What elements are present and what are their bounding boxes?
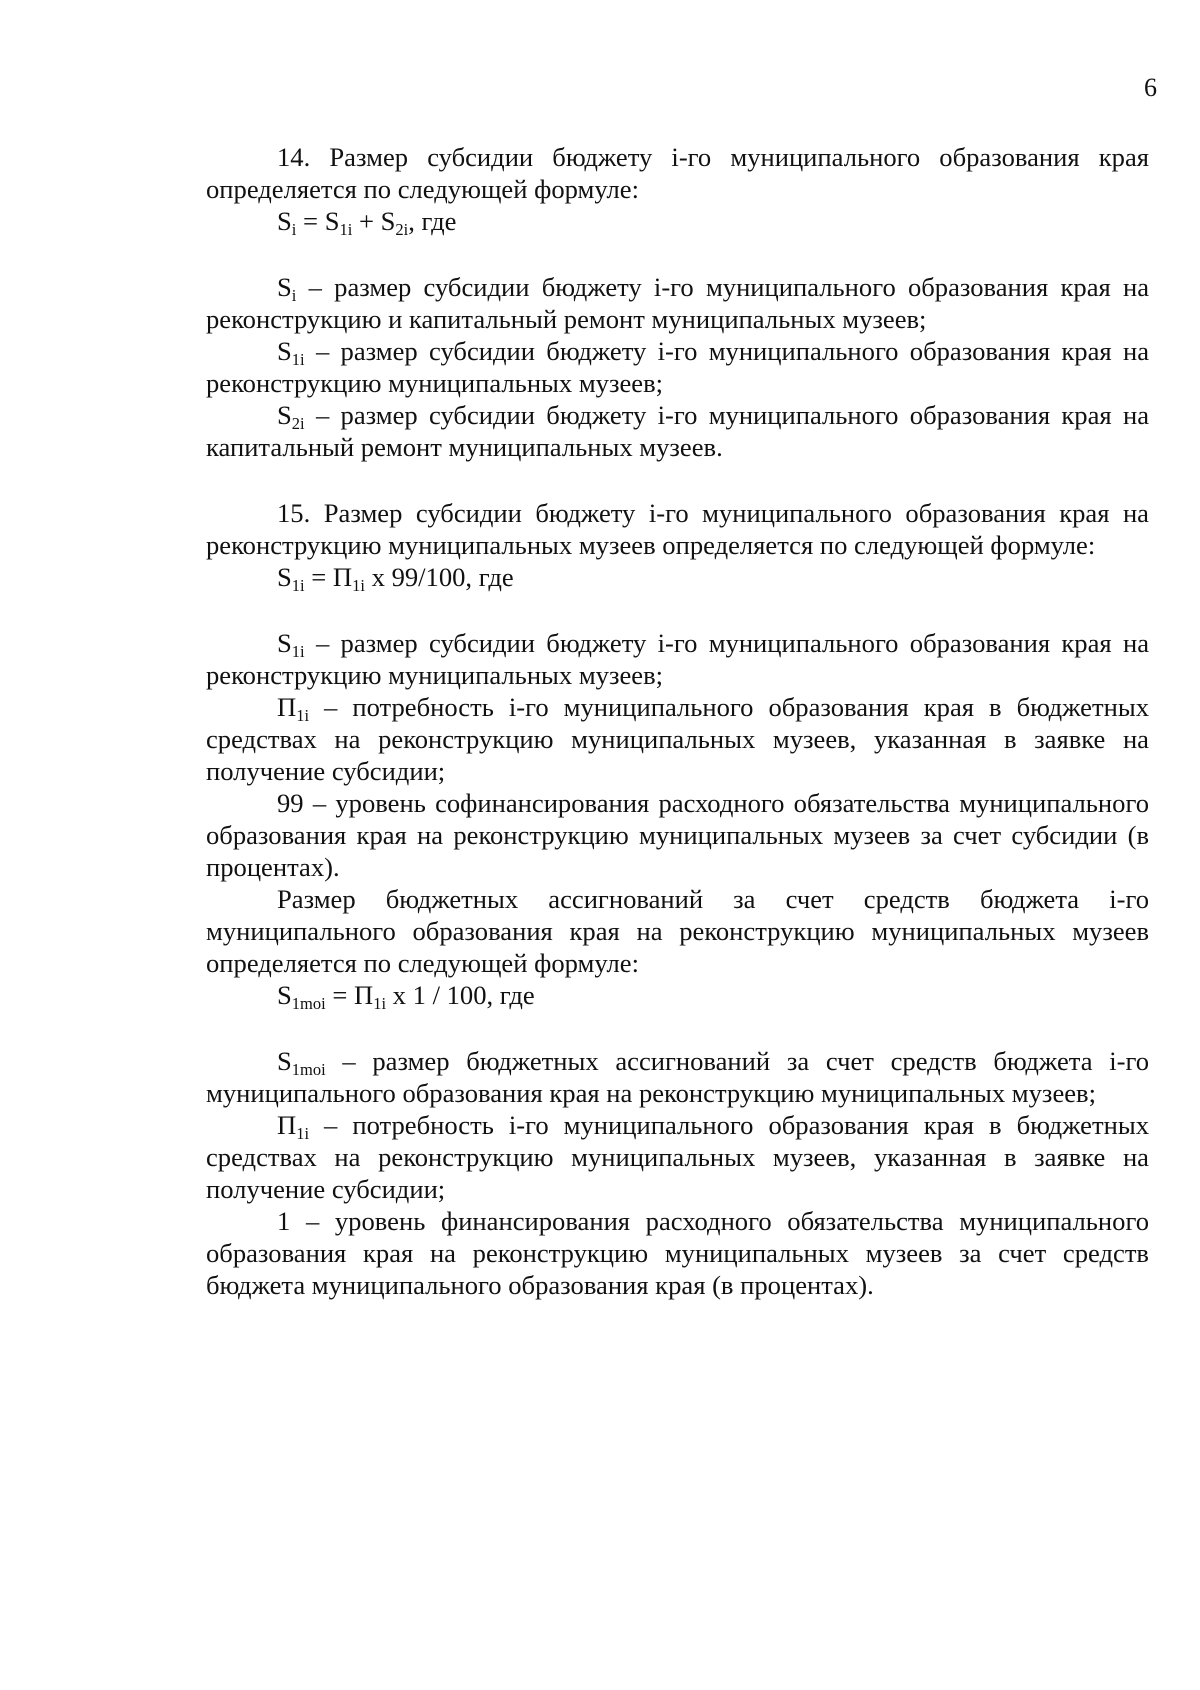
definition-symbol	[277, 628, 305, 661]
symbol-letter: 1	[277, 1206, 291, 1236]
formula-symbol: S	[324, 206, 340, 236]
definition-text: – потребность i-го муниципального образования края в бюджетных средствах на реконструкцию муниципальных музеев, указанная в заявке на получение субсидии;	[206, 692, 1149, 786]
formula-operator: =	[296, 206, 325, 236]
definition	[206, 335, 1149, 399]
definition-symbol	[277, 1206, 290, 1236]
formula-symbol: S	[277, 980, 292, 1010]
definition	[206, 399, 1149, 463]
definition	[206, 787, 1149, 883]
page-number: 6	[1144, 73, 1157, 102]
symbol-subscript: 2i	[291, 413, 305, 433]
formula-operator: =	[325, 980, 354, 1010]
budget-allocation-intro: Размер бюджетных ассигнований за счет средств бюджета i-го муниципального образования края на реконструкцию муниципальных музеев определяется по следующей формуле:	[206, 884, 1149, 978]
symbol-letter: П	[277, 692, 297, 722]
definition-text: – размер бюджетных ассигнований за счет средств бюджета i-го муниципального образования края на реконструкцию муниципальных музеев;	[206, 1046, 1149, 1108]
symbol-letter: 99	[277, 788, 304, 818]
definition-text: – уровень финансирования расходного обязательства муниципального образования края на реконструкцию муниципальных музеев за счет средств бюджета муниципального образования края (в процентах).	[206, 1206, 1149, 1300]
formula-symbol: П	[332, 562, 353, 592]
formula-tail: , где	[408, 206, 457, 236]
definition-symbol	[277, 692, 310, 725]
symbol-letter: S	[277, 336, 292, 366]
definition-text: – уровень софинансирования расходного обязательства муниципального образования края на реконструкцию муниципальных музеев за счет субсидии (в процентах).	[206, 788, 1149, 882]
section-14-intro: 14. Размер субсидии бюджету i-го муниципального образования края определяется по следующей формуле:	[206, 142, 1149, 204]
definition	[206, 691, 1149, 787]
symbol-letter: П	[277, 1110, 297, 1140]
formula-subscript: 2i	[395, 219, 409, 239]
formula-subscript: 1i	[352, 575, 365, 595]
definition-text: – потребность i-го муниципального образования края в бюджетных средствах на реконструкцию муниципальных музеев, указанная в заявке на получение субсидии;	[206, 1110, 1149, 1204]
definition	[206, 1045, 1149, 1109]
symbol-letter: S	[277, 400, 292, 430]
symbol-subscript: 1i	[296, 1123, 310, 1143]
formula-subscript: 1moi	[291, 993, 326, 1013]
definition-symbol	[277, 788, 304, 818]
formula-tail: x 99/100, где	[364, 562, 514, 592]
definition-text: – размер субсидии бюджету i-го муниципального образования края на реконструкцию и капитальный ремонт муниципальных музеев;	[206, 272, 1149, 334]
symbol-subscript: 1i	[291, 641, 305, 661]
formula-symbol: П	[353, 980, 374, 1010]
definition	[206, 1205, 1149, 1301]
definition-text: – размер субсидии бюджету i-го муниципального образования края на капитальный ремонт муниципальных музеев.	[206, 400, 1149, 462]
formula-symbol: S	[277, 206, 292, 236]
formula-s-i	[206, 205, 1149, 237]
definition-symbol	[277, 336, 305, 369]
definition	[206, 271, 1149, 335]
formula-subscript: 1i	[373, 993, 387, 1013]
symbol-letter: S	[277, 272, 292, 302]
definition-symbol	[277, 272, 297, 305]
formula-operator: +	[352, 206, 381, 236]
definition-text: – размер субсидии бюджету i-го муниципального образования края на реконструкцию муниципальных музеев;	[206, 336, 1149, 398]
definition	[206, 1109, 1149, 1205]
formula-symbol: S	[277, 562, 292, 592]
formula-symbol: S	[380, 206, 396, 236]
definition	[206, 627, 1149, 691]
document-body	[206, 141, 1149, 1301]
formula-operator: =	[304, 562, 333, 592]
definition-text: – размер субсидии бюджету i-го муниципального образования края на реконструкцию муниципальных музеев;	[206, 628, 1149, 690]
formula-subscript: 1i	[339, 219, 353, 239]
symbol-letter: S	[277, 628, 292, 658]
definition-symbol	[277, 1110, 310, 1143]
definition-symbol	[277, 400, 305, 433]
symbol-subscript: 1moi	[291, 1059, 326, 1079]
symbol-subscript: 1i	[291, 349, 305, 369]
section-15-intro: 15. Размер субсидии бюджету i-го муниципального образования края на реконструкцию муниципальных музеев определяется по следующей формуле:	[206, 498, 1149, 560]
symbol-subscript: i	[291, 285, 297, 305]
formula-subscript: i	[291, 219, 297, 239]
formula-tail: x 1 / 100, где	[386, 980, 535, 1010]
formula-s-1moi	[206, 979, 1149, 1011]
symbol-subscript: 1i	[296, 705, 310, 725]
formula-s-1i	[206, 561, 1149, 593]
formula-subscript: 1i	[291, 575, 305, 595]
symbol-letter: S	[277, 1046, 292, 1076]
definition-symbol	[277, 1046, 326, 1079]
